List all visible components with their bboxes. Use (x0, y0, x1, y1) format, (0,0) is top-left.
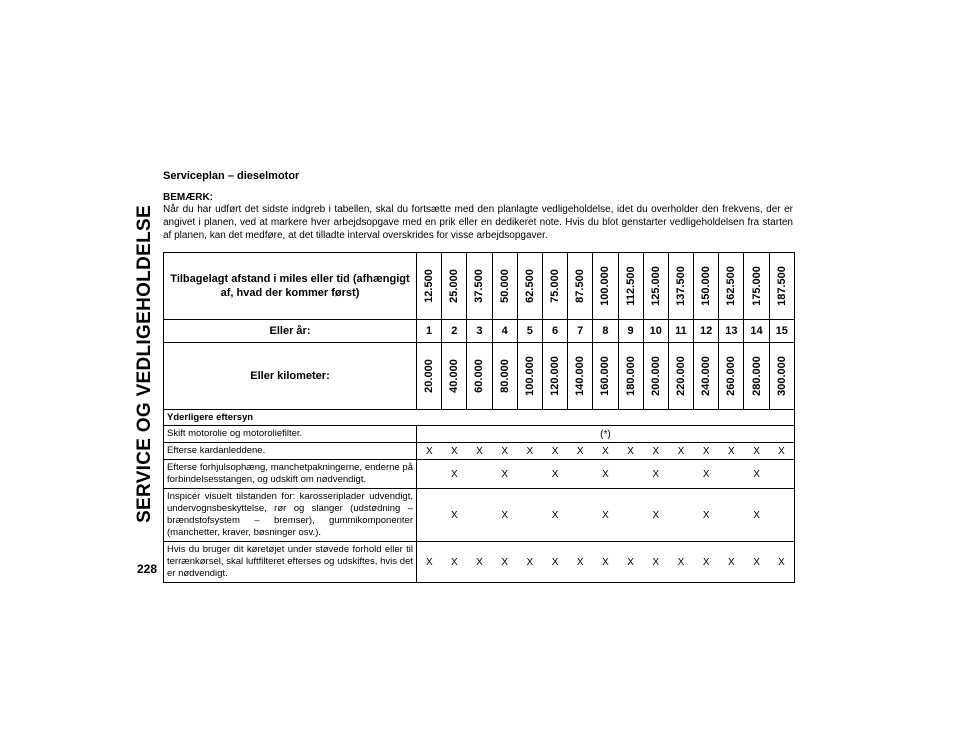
km-label: Eller kilometer: (164, 343, 417, 410)
task-mark (769, 489, 794, 542)
task-mark: X (492, 542, 517, 583)
task-mark: X (668, 542, 693, 583)
task-mark: X (517, 542, 542, 583)
section-title: Yderligere eftersyn (164, 410, 795, 426)
km-value (517, 343, 542, 410)
task-mark: X (694, 460, 719, 489)
task-row (164, 460, 795, 489)
task-mark: X (568, 542, 593, 583)
year-value: 1 (417, 320, 442, 343)
note-label: BEMÆRK: (163, 192, 213, 203)
task-mark (417, 489, 442, 542)
km-value (618, 343, 643, 410)
miles-row (164, 253, 795, 320)
task-interval-note: (*) (417, 426, 795, 443)
miles-value (442, 253, 467, 320)
task-mark: X (593, 460, 618, 489)
task-mark: X (719, 542, 744, 583)
section-side-label: SERVICE OG VEDLIGEHOLDELSE (134, 205, 155, 523)
task-mark: X (593, 542, 618, 583)
task-mark: X (542, 460, 567, 489)
task-row (164, 426, 795, 443)
miles-value (744, 253, 769, 320)
miles-value (694, 253, 719, 320)
miles-value (668, 253, 693, 320)
miles-value-text: 62.500 (523, 269, 536, 303)
miles-value-text: 175.000 (750, 266, 763, 306)
km-value (442, 343, 467, 410)
miles-label: Tilbagelagt afstand i miles eller tid (afhængigt af, hvad der kommer først) (164, 253, 417, 320)
task-mark: X (618, 542, 643, 583)
task-mark (769, 460, 794, 489)
year-value: 9 (618, 320, 643, 343)
miles-value (417, 253, 442, 320)
year-value: 4 (492, 320, 517, 343)
year-value: 10 (643, 320, 668, 343)
miles-value-text: 75.000 (549, 269, 562, 303)
task-mark: X (542, 542, 567, 583)
task-mark: X (542, 489, 567, 542)
miles-value-text: 112.500 (624, 266, 637, 306)
km-value (593, 343, 618, 410)
task-description: Efterse forhjulsophæng, manchetpakningerne, enderne på forbindelsesstangen, og udskift om nødvendigt. (164, 460, 417, 489)
years-label: Eller år: (164, 320, 417, 343)
task-mark: X (517, 443, 542, 460)
year-value: 6 (542, 320, 567, 343)
year-value: 15 (769, 320, 794, 343)
km-value-text: 260.000 (725, 356, 738, 396)
miles-value (719, 253, 744, 320)
miles-value (568, 253, 593, 320)
km-value (694, 343, 719, 410)
task-mark: X (492, 443, 517, 460)
km-value-text: 120.000 (549, 356, 562, 396)
miles-value-text: 37.500 (473, 269, 486, 303)
task-mark: X (744, 542, 769, 583)
km-value-text: 80.000 (498, 359, 511, 393)
task-mark (417, 460, 442, 489)
miles-value-text: 125.000 (649, 266, 662, 306)
miles-value (542, 253, 567, 320)
intro (163, 170, 793, 242)
task-mark: X (467, 542, 492, 583)
task-mark (719, 460, 744, 489)
task-mark (668, 489, 693, 542)
task-mark: X (492, 489, 517, 542)
page-title: Serviceplan – dieselmotor (163, 170, 300, 182)
note-text: Når du har udført det sidste indgreb i tabellen, skal du fortsætte med den planlagte vedligeholdelse, idet du overholder den frekvens, der er angivet i planen, ved at markere hver arbejdsopgave med en prik eller en dedikeret note. Hvis du blot genstarter vedligeholdelsen fra starten af planen, kan det medføre, at det tilladte interval overskrides for visse arbejdsopgaver. (163, 204, 793, 241)
miles-value (593, 253, 618, 320)
page-number: 228 (137, 562, 158, 576)
task-row (164, 542, 795, 583)
task-mark (467, 460, 492, 489)
task-mark (517, 460, 542, 489)
task-mark (618, 489, 643, 542)
task-mark: X (744, 443, 769, 460)
year-value: 7 (568, 320, 593, 343)
task-mark (719, 489, 744, 542)
task-mark: X (467, 443, 492, 460)
km-value-text: 300.000 (775, 356, 788, 396)
miles-value-text: 25.000 (448, 269, 461, 303)
task-mark: X (492, 460, 517, 489)
km-value-text: 200.000 (649, 356, 662, 396)
km-value-text: 100.000 (523, 356, 536, 396)
miles-value (492, 253, 517, 320)
km-value-text: 60.000 (473, 359, 486, 393)
year-value: 5 (517, 320, 542, 343)
km-value (769, 343, 794, 410)
task-mark: X (442, 443, 467, 460)
task-description: Inspicér visuelt tilstanden for: karosseriplader udvendigt, undervognsbeskyttelse, rør og slanger (udstødning – brændstofsystem – bremser), gummikomponenter (manchetter, kraver, bøsninger osv.). (164, 489, 417, 542)
miles-value-text: 150.000 (700, 266, 713, 306)
task-mark: X (668, 443, 693, 460)
section-row (164, 410, 795, 426)
task-mark: X (568, 443, 593, 460)
km-value (417, 343, 442, 410)
task-mark (517, 489, 542, 542)
year-value: 11 (668, 320, 693, 343)
km-value-text: 240.000 (700, 356, 713, 396)
task-mark: X (694, 542, 719, 583)
km-value-text: 160.000 (599, 356, 612, 396)
km-value (668, 343, 693, 410)
task-description: Hvis du bruger dit køretøjet under støvede forhold eller til terrænkørsel, skal luftfilteret efterses og udskiftes, hvis det er nødvendigt. (164, 542, 417, 583)
km-value (467, 343, 492, 410)
task-mark: X (643, 489, 668, 542)
km-value (744, 343, 769, 410)
miles-value-text: 50.000 (498, 269, 511, 303)
task-mark: X (744, 489, 769, 542)
task-mark: X (643, 443, 668, 460)
task-description: Efterse kardanleddene. (164, 443, 417, 460)
task-mark: X (417, 443, 442, 460)
task-description: Skift motorolie og motoroliefilter. (164, 426, 417, 443)
task-mark: X (618, 443, 643, 460)
miles-value-text: 87.500 (574, 269, 587, 303)
miles-value (467, 253, 492, 320)
task-mark: X (442, 460, 467, 489)
km-value (492, 343, 517, 410)
years-row (164, 320, 795, 343)
year-value: 3 (467, 320, 492, 343)
year-value: 14 (744, 320, 769, 343)
miles-value-text: 162.500 (725, 266, 738, 306)
year-value: 8 (593, 320, 618, 343)
miles-value-text: 137.500 (674, 266, 687, 306)
task-mark: X (542, 443, 567, 460)
miles-value (769, 253, 794, 320)
task-mark: X (744, 460, 769, 489)
km-value-text: 280.000 (750, 356, 763, 396)
task-mark: X (593, 443, 618, 460)
km-value (568, 343, 593, 410)
task-mark: X (769, 443, 794, 460)
service-schedule-table (163, 252, 795, 583)
km-value (719, 343, 744, 410)
task-mark: X (694, 489, 719, 542)
year-value: 12 (694, 320, 719, 343)
km-row (164, 343, 795, 410)
miles-value (618, 253, 643, 320)
task-mark (568, 460, 593, 489)
task-row (164, 489, 795, 542)
km-value (643, 343, 668, 410)
year-value: 13 (719, 320, 744, 343)
km-value-text: 140.000 (574, 356, 587, 396)
miles-value (643, 253, 668, 320)
km-value-text: 180.000 (624, 356, 637, 396)
km-value-text: 220.000 (674, 356, 687, 396)
task-mark (618, 460, 643, 489)
task-mark (568, 489, 593, 542)
year-value: 2 (442, 320, 467, 343)
miles-value-text: 100.000 (599, 266, 612, 306)
task-mark (467, 489, 492, 542)
task-mark (668, 460, 693, 489)
miles-value-text: 12.500 (423, 269, 436, 303)
task-mark: X (694, 443, 719, 460)
task-mark: X (719, 443, 744, 460)
task-row (164, 443, 795, 460)
km-value-text: 40.000 (448, 359, 461, 393)
miles-value-text: 187.500 (775, 266, 788, 306)
task-mark: X (593, 489, 618, 542)
km-value (542, 343, 567, 410)
km-value-text: 20.000 (423, 359, 436, 393)
miles-value (517, 253, 542, 320)
task-mark: X (643, 542, 668, 583)
task-mark: X (417, 542, 442, 583)
task-mark: X (643, 460, 668, 489)
task-mark: X (442, 489, 467, 542)
task-mark: X (442, 542, 467, 583)
task-mark: X (769, 542, 794, 583)
